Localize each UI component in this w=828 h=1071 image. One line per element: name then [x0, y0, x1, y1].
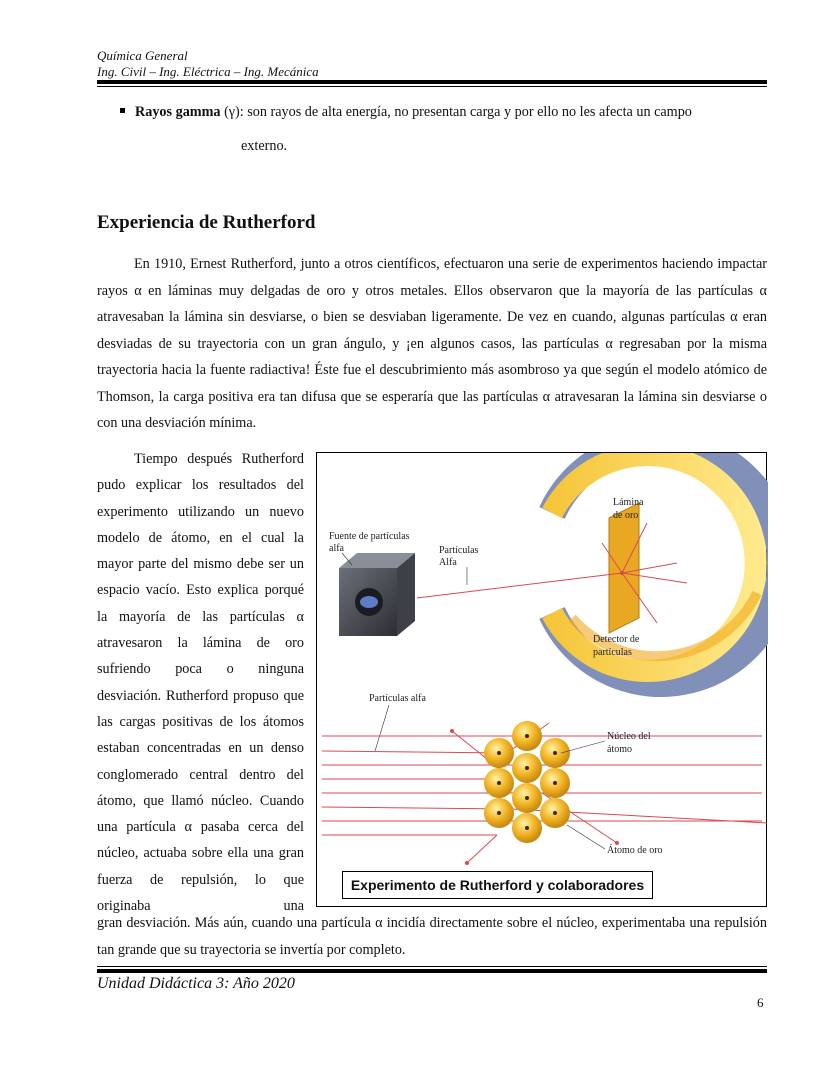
header-programs: Ing. Civil – Ing. Eléctrica – Ing. Mecánica	[97, 64, 319, 79]
paragraph-1	[97, 251, 767, 437]
paragraph-1-text: En 1910, Ernest Rutherford, junto a otros científicos, efectuaron una serie de experimentos haciendo impactar rayos α en láminas muy delgadas de oro y otros metales. Ellos observaron que la mayoría de las partículas α atravesaban la lámina sin desviarse, o bien se desviaban ligeramente. De vez en cuando, algunas partículas α eran desviadas de su trayectoria con un gran ángulo, y ¡en algunos casos, las partículas α regresaban por la misma trayectoria hacia la fuente radiactiva! Éste fue el descubrimiento más asombroso ya que según el modelo atómico de Thomson, la carga positiva era tan difusa que se esperaría que las partículas α atravesaran la lámina sin desviarse o con una desviación mínima.	[97, 256, 767, 431]
gamma-text: : son rayos de alta energía, no presentan carga y por ello no les afecta un campo	[239, 104, 692, 120]
gamma-continuation: externo.	[241, 138, 288, 154]
label-particles-1: Partículas	[439, 545, 479, 556]
label-source-2: alfa	[329, 543, 344, 554]
header-rule	[97, 80, 767, 84]
rutherford-diagram	[317, 453, 768, 908]
footer-unit: Unidad Didáctica 3: Año 2020	[97, 975, 295, 992]
gamma-term: Rayos gamma	[135, 104, 221, 120]
detector-ring	[552, 453, 768, 683]
paragraph-2-rest-text: gran desviación. Más aún, cuando una partícula α incidía directamente sobre el núcleo, experimentaba una repulsión tan grande que su trayectoria se invertía por completo.	[97, 915, 767, 958]
figure-caption: Experimento de Rutherford y colaboradores	[342, 871, 653, 899]
gamma-bullet	[120, 103, 692, 121]
label-detector-2: partículas	[593, 647, 632, 658]
page-number: 6	[757, 995, 764, 1010]
label-alpha-particles: Partículas alfa	[369, 693, 426, 704]
impact-point	[620, 571, 624, 575]
paragraph-2-column	[97, 446, 304, 946]
label-foil-1: Lámina	[613, 497, 644, 508]
gold-atoms	[484, 721, 570, 843]
label-detector-1: Detector de	[593, 634, 640, 645]
gamma-symbol: (γ)	[220, 104, 240, 120]
footer-rule-thin	[97, 966, 767, 967]
paragraph-2-rest	[97, 910, 767, 963]
bullet-square-icon	[120, 108, 125, 113]
label-particles-2: Alfa	[439, 557, 457, 568]
alpha-source-box	[339, 553, 415, 636]
section-title: Experiencia de Rutherford	[97, 212, 316, 233]
rutherford-figure	[316, 452, 767, 907]
header-course: Química General	[97, 48, 188, 63]
header-rule-thin	[97, 86, 767, 87]
label-nucleus-1: Núcleo del	[607, 731, 651, 742]
footer-rule	[97, 969, 767, 973]
scatter-lines	[417, 523, 687, 623]
label-foil-2: de oro	[613, 510, 639, 521]
paragraph-2-column-text: Tiempo después Rutherford pudo explicar los resultados del experimento utilizando un nuevo modelo de átomo, en el cual la mayor parte del mismo debe ser un espacio vacío. Esto explica porqué la mayoría de las partículas α atravesaron la lámina de oro sufriendo poca o ninguna desviación. Rutherford propuso que las cargas positivas de los átomos estaban concentradas en un denso conglomerado central dentro del átomo, que llamó núcleo. Cuando una partícula α pasaba cerca del núcleo, actuaba sobre ella una gran fuerza de repulsión, lo que originaba una	[97, 451, 304, 915]
label-atom: Átomo de oro	[607, 845, 663, 856]
label-source-1: Fuente de partículas	[329, 531, 410, 542]
label-nucleus-2: átomo	[607, 744, 632, 755]
